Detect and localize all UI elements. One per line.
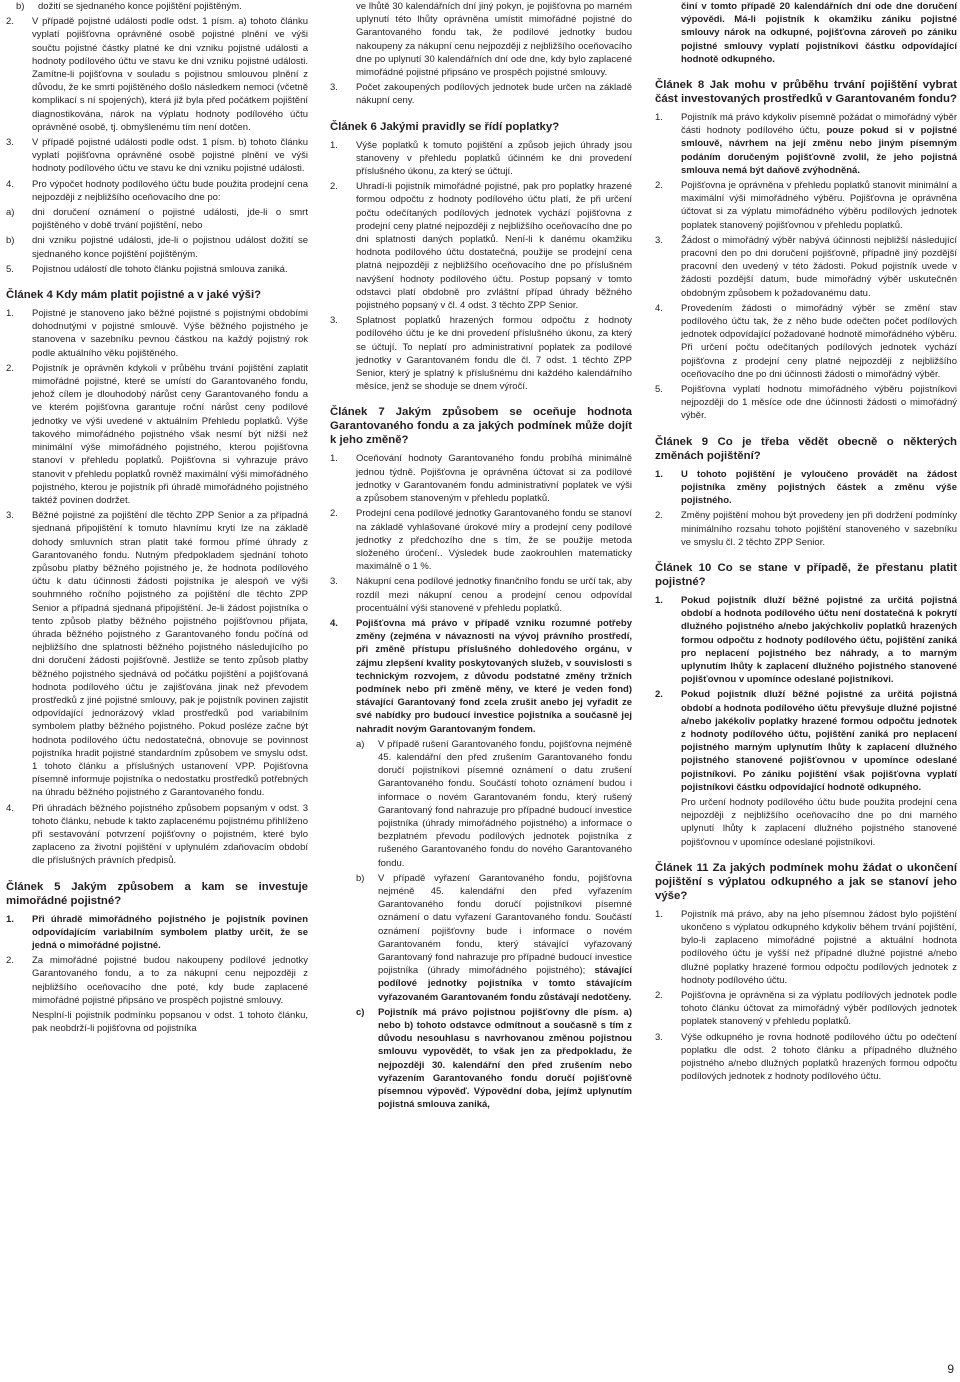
list-item xyxy=(6,15,308,134)
list-text: Pojišťovna je oprávněna v přehledu poplatků stanovit minimální a maximální výši mimořádného výběru. Pojišťovna je oprávněna účtovat si za výplatu mimořádného výběru podílových jednotek poplatek stanovený pojišťovnou v přehledu poplatků. xyxy=(681,180,957,231)
list-item xyxy=(6,509,308,799)
list-text: Žádost o mimořádný výběr nabývá účinnosti nejbližší následující pracovní den po dni doručení pojišťovně, případně jiný pozdější pracovní den uvedený v této žádosti. Pokud pojistník uvede v žádosti pozdější datum, bude mimořádný výběr uskutečněn obdobným způsobem k požadovanému datu. xyxy=(681,234,957,299)
list-item xyxy=(655,1031,957,1084)
list-text: Pojistnou událostí dle tohoto článku pojistná smlouva zaniká. xyxy=(32,263,288,275)
list-marker: 5. xyxy=(6,263,14,275)
list-item xyxy=(330,617,632,736)
list-text: Pokud pojistník dluží běžné pojistné za určitá pojistná období a hodnota podílového účtu převyšuje dlužné pojistné a/nebo jakékoliv poplatky hrazené formou odpočtu jednotek z hodnoty podílového účtu, pojištění zaniká pro neplacení pojistného marným uplynutím lhůty k zaplacení dlužného pojistného stanovené pojišťovnou v upomínce odeslané pojistníkovi. Po zániku pojištění však pojišťovna vyplatí pojistníkovi částku odpovídající hodnotě odkupného. xyxy=(681,689,957,793)
list-item xyxy=(6,362,308,507)
list-text: Pojistník má právo pojistnou pojišťovny dle písm. a) nebo b) tohoto odstavce odmítnout a současně s tím z důvodu nesouhlasu s navrhovanou změnou pojistnou smlouvu vypovědět, to však jen za předpokladu, že nejpozději 30. kalendářní den před zrušením nebo vyřazením Garantovaného fondu doručí pojišťovně písemnou výpověď. Výpovědní doba, jejímž uplynutím pojistná smlouva zaniká, xyxy=(378,1006,632,1111)
list-text-bold: stávající podílové jednotky pojistníka v tomto stávajícím vyřazovaném Garantovaném fondu zůstávají nedotčeny. xyxy=(378,965,633,1003)
list-marker: 2. xyxy=(330,508,338,520)
list-marker: b) xyxy=(356,872,365,884)
list-marker: 2. xyxy=(655,689,663,701)
article-8-heading: Článek 8 Jak mohu v průběhu trvání pojištění vybrat část investovaných prostředků v Garantovaném fondu? xyxy=(655,79,957,106)
list-text: Běžné pojistné za pojištění dle těchto ZPP Senior a za případná sjednaná připojištění k tomuto hlavnímu krytí lze na základě dohody smluvních stran platit také formou přímé úhrady z Garantovaného fondu. Nutným předpokladem sjednání tohoto způsobu platby běžného pojistného je, že hodnota podílového účtu k datu účinnosti žádosti pojistníka je alespoň ve výši souhrnného ročního pojistného za pojištění dle těchto ZPP Senior a případná sjednaná připojištění. Je-li žádost pojistníka o tento způsob platby běžného pojistného pojišťovnou přijata, úhrada běžného pojistného z Garantovaného fondu počíná od nejbližšího dne splatnosti běžného pojistného následujícího po dni doručení žádosti pojišťovně. Jestliže se tento způsob platby běžného pojistného sjednává od počátku pojištění a pojišťovaná hodnota podílového účtu je zajišťována jinak než převodem prostředků z jiné pojistné smlouvy, pak je pojistník povinen zajistit odpovídající jednorázový vklad prostředků pod variabilním symbolem platby běžného pojistného. Pokud posléze začne být hodnota podílového účtu nedostatečná, obnovuje se povinnost pojistníka hradit pojistné standardním způsobem ve smyslu odst. 1 tohoto článku a příslušných ustanovení VPP. Pojišťovna písemně informuje pojistníka o nedostatku prostředků potřebných na úhradu běžného pojistného z Garantovaného fondu. xyxy=(32,510,308,799)
list-text: Pojišťovna vyplatí hodnotu mimořádného výběru pojistníkovi nejpozději do 1 měsíce ode dne účinnosti žádosti o mimořádný výběr. xyxy=(681,384,957,422)
list-marker: 3. xyxy=(330,576,338,588)
list-marker: 3. xyxy=(330,315,338,327)
list-marker: a) xyxy=(6,207,15,219)
list-item xyxy=(655,989,957,1029)
article-4-heading: Článek 4 Kdy mám platit pojistné a v jaké výši? xyxy=(6,289,262,302)
list-item xyxy=(655,302,957,381)
list-text: Počet zakoupených podílových jednotek bude určen na základě nákupní ceny. xyxy=(356,82,632,107)
list-text: Pojistné je stanoveno jako běžné pojistné s pojistnými obdobími dohodnutými v pojistné smlouvě. Výše běžného pojistného je stanovena v sazebníku pevnou částkou na každý pojistný rok podle aktuálního věku pojištěného. xyxy=(32,308,308,359)
column-middle xyxy=(330,0,632,1113)
list-text: Za mimořádné pojistné budou nakoupeny podílové jednotky Garantovaného fondu, a to za nákupní cenu nejpozději z nejbližšího oceňovacího dne poté, kdy bude zaplacené mimořádné pojistné připsáno ve prospěch pojistné smlouvy. xyxy=(32,955,308,1006)
list-text: Prodejní cena podílové jednotky Garantovaného fondu se stanoví na základě vyhlašované úrokové míry a prodejní ceny podílové jednotky z předchozího dne s tím, že se použije metoda složeného úročení.. Výsledek bude zaokrouhlen matematicky maximálně o 1 %. xyxy=(356,508,632,573)
list-item xyxy=(6,913,308,953)
list-text: V případě rušení Garantovaného fondu, pojišťovna nejméně 45. kalendářní den před zrušením Garantovaného fondu doručí pojistníkovi písemné oznámení o datu zrušení Garantovaného fondu. Součástí tohoto oznámení budou i informace o novém Garantovaném fondu, který rušený Garantovaný fond nahrazuje pro případné budoucí investice pojistníka (úhrady mimořádného pojistného) a informace o bezplatném převodu podílových jednotek pojistníka z rušeného Garantovaného fondu do nového Garantovaného fondu. xyxy=(378,738,632,869)
list-marker: 3. xyxy=(655,234,663,246)
list-item xyxy=(655,111,957,177)
list-marker: b) xyxy=(6,235,15,247)
list-marker: a) xyxy=(356,738,365,750)
list-text: dožití se sjednaného konce pojištění pojištěným. xyxy=(38,1,242,12)
list-item xyxy=(356,1006,632,1112)
list-marker: 1. xyxy=(330,453,338,465)
list-marker: 4. xyxy=(655,302,663,314)
list-item xyxy=(655,688,957,794)
list-marker: 5. xyxy=(655,384,663,396)
list-marker: 1. xyxy=(655,908,663,920)
list-text: Při úhradě mimořádného pojistného je pojistník povinen odpovídajícím variabilním symbolem platby určit, že se jedná o mimořádné pojistné. xyxy=(32,913,308,951)
list-text: dni vzniku pojistné události, jde-li o pojistnou událost dožití se sjednaného konce pojištění pojištěným. xyxy=(32,235,308,260)
list-text: Splatnost poplatků hrazených formou odpočtu z hodnoty podílového účtu je ke dni provedení příslušného úkonu, za který se účtují. To neplatí pro administrativní poplatek za podílové jednotky v Garantovaném fondu dle čl. 7 odst. 1 těchto ZPP Senior, který je splatný k příslušnému dni každého kalendářního měsíce, jenž se shoduje se dnem výročí. xyxy=(356,315,632,393)
list-text: Uhradí-li pojistník mimořádné pojistné, pak pro poplatky hrazené formou odpočtu z hodnoty podílového účtu platí, že při určení počtu odečítaných podílových jednotek vychází pojišťovna z prodejní ceny platné nejpozději z nejbližšího oceňovacího dne po dni splatnosti daných poplatků. Není-li k danému okamžiku hodnota podílového účtu dostatečná, použije se prodejní cena platná nejpozději z nejbližšího oceňovacího dne po příslušném navýšení hodnoty podílového účtu. Postup popsaný v tomto odstavci platí obdobně pro zvláštní případ úhrady běžného pojistného popsaný v čl. 4 odst. 3 těchto ZPP Senior. xyxy=(356,181,632,312)
list-marker: 2. xyxy=(655,989,663,1001)
list-text-regular: Pojistník má právo kdykoliv písemně požádat o mimořádný výběr části hodnoty podílového účtu, xyxy=(681,112,957,137)
list-text: Nákupní cena podílové jednotky finančního fondu se určí tak, aby rozdíl mezi nákupní cenou a prodejní cenou odpovídal procentuální výši stanovené v přehledu poplatků. xyxy=(356,576,632,614)
article-5-heading: Článek 5 Jakým způsobem a kam se investuje mimořádné pojistné? xyxy=(6,880,308,907)
list-text: V případě pojistné události podle odst. 1 písm. b) tohoto článku vyplatí pojišťovna oprávněné osobě pojistné plnění ve výši hodnoty podílového účtu ve stavu ke dni vzniku pojistné události. xyxy=(32,137,308,175)
list-item xyxy=(330,314,632,393)
list-item xyxy=(6,802,308,868)
list-item xyxy=(6,178,308,204)
list-text: Pojišťovna má právo v případě vzniku rozumné potřeby změny (zejména v návaznosti na vývoj právního prostředí, při změně přístupu příslušného dohledového orgánu, v zájmu zlepšení kvality poskytovaných služeb, v souvislosti s technickým rozvojem, z důvodu podstatné změny tržních podmínek nebo při změně měny, ve které je veden fond) stávající Garantovaný fond zcela zrušit anebo jej vyřadit ze své nabídky pro budoucí investice pojistníka a současně jej nahradit novým Garantovaným fondem. xyxy=(356,617,632,735)
list-text: Oceňování hodnoty Garantovaného fondu probíhá minimálně jednou týdně. Pojišťovna je oprávněna účtovat si za podílové jednotky v Garantovaném fondu administrativní poplatek ve výši a způsobem stanoveným v přehledu poplatků. xyxy=(356,453,632,505)
list-marker: 1. xyxy=(655,594,663,606)
list-text: Provedením žádosti o mimořádný výběr se změní stav podílového účtu tak, že z něho bude odečten počet podílových jednotek odpovídající požadované hodnotě mimořádného výběru. Při určení počtu odečítaných podílových jednotek vychází pojišťovna z prodejní ceny platné nejpozději z nejbližšího oceňovacího dne po dni účinnosti žádosti o mimořádný výběr. xyxy=(681,302,957,380)
article-6-heading: Článek 6 Jakými pravidly se řídí poplatky? xyxy=(330,120,560,133)
list-marker: b) xyxy=(16,1,25,12)
list-item xyxy=(655,468,957,508)
article-9-heading: Článek 9 Co je třeba vědět obecně o některých změnách pojištění? xyxy=(655,435,957,462)
list-marker: 2. xyxy=(655,510,663,522)
list-item xyxy=(330,180,632,312)
list-item xyxy=(330,507,632,573)
list-marker: 1. xyxy=(6,913,14,925)
list-item xyxy=(655,594,957,686)
list-text xyxy=(378,872,632,1004)
list-item xyxy=(655,509,957,549)
list-item xyxy=(356,738,632,870)
list-marker: 2. xyxy=(6,16,14,28)
list-marker: 4. xyxy=(6,178,14,190)
list-item xyxy=(6,263,308,276)
article-10-heading: Článek 10 Co se stane v případě, že přestanu platit pojistné? xyxy=(655,561,957,588)
list-marker: 1. xyxy=(6,308,14,320)
list-item xyxy=(6,206,308,232)
list-text: Při úhradách běžného pojistného způsobem popsaným v odst. 3 tohoto článku, nebude k takto zaplacenému pojistnému přihlíženo při sestavování potvrzení pojišťovny o pojistném, které bylo zaplaceno za životní pojištění v uplynulém zdaňovacím období dle příslušných právních předpisů. xyxy=(32,802,308,867)
list-marker: 4. xyxy=(6,802,14,814)
list-item xyxy=(330,139,632,179)
list-text: Pokud pojistník dluží běžné pojistné za určitá pojistná období a hodnota podílového účtu není dostatečná k pokrytí dlužného pojistného a/nebo jakýchkoliv poplatků hrazených formou odpočtu z hodnoty podílového účtu, pojištění zaniká pro neplacení pojistného bez náhrady, a to marným uplynutím lhůty k zaplacení dlužného pojistného stanovené pojišťovnou v upomínce odeslané pojistníkovi. xyxy=(681,594,957,686)
paragraph: činí v tomto případě 20 kalendářních dní ode dne doručení výpovědi. Má-li pojistník k okamžiku zániku pojistné smlouvy nárok na odkupné, pojišťovna zároveň po zániku pojistné smlouvy vyplatí pojistníkovi částku odpovídající hodnotě odkupného. xyxy=(681,1,957,65)
list-marker: 2. xyxy=(330,181,338,193)
paragraph: Nesplní-li pojistník podmínku popsanou v odst. 1 tohoto článku, pak neobdrží-li pojišťovna od pojistníka xyxy=(32,1010,308,1035)
list-item xyxy=(655,383,957,423)
list-text: Výše odkupného je rovna hodnotě podílového účtu po odečtení poplatku dle odst. 2 tohoto článku a případného dlužného pojistného a/nebo dlužných poplatků hrazených formou odpočtu podílových jednotek z hodnoty podílového účtu. xyxy=(681,1031,957,1083)
list-item xyxy=(6,234,308,260)
list-text: Pojišťovna je oprávněna si za výplatu podílových jednotek podle tohoto článku účtovat za mimořádný výběr podílových jednotek poplatek stanovený v přehledu poplatků. xyxy=(681,989,957,1028)
list-text: V případě pojistné události podle odst. 1 písm. a) tohoto článku vyplatí pojišťovna oprávněné osobě pojistné plnění ve výši součtu pojistné částky platné ke dni vzniku pojistné události a hodnoty podílového účtu ve stavu ke dni vzniku pojistné události. Zamítne-li pojišťovna v souladu s pojistnou smlouvou plnění z důvodu, že ke smrti pojištěného došlo následkem nemoci (včetně komplikací s ní spojených), která již byla před počátkem pojištění diagnostikována, nárok na výplatu hodnoty podílového účtu oprávněné osobě, tj. obmyšlenému tím není dotčen. xyxy=(32,16,308,133)
list-item xyxy=(655,179,957,232)
list-marker: 3. xyxy=(6,510,14,522)
list-text: Pro výpočet hodnoty podílového účtu bude použita prodejní cena nejpozději z nejbližšího oceňovacího dne po: xyxy=(32,178,308,203)
list-marker: 1. xyxy=(655,468,663,480)
list-item xyxy=(655,234,957,300)
list-text xyxy=(681,111,957,177)
list-text: Pojistník má právo, aby na jeho písemnou žádost bylo pojištění ukončeno s výplatou odkupného kdykoliv během trvání pojištění, bylo-li zaplaceno mimořádné pojistné a aktuální hodnota podílového účtu je vyšší než případné dlužné pojistné a/nebo dlužné poplatky hrazené formou odpočtu podílových jednotek z hodnoty podílového účtu. xyxy=(681,908,957,986)
list-marker: 1. xyxy=(655,112,663,124)
article-7-heading: Článek 7 Jakým způsobem se oceňuje hodnota Garantovaného fondu a za jakých podmínek může dojít k jeho změně? xyxy=(330,406,632,447)
list-marker: 2. xyxy=(6,362,14,374)
paragraph: ve lhůtě 30 kalendářních dní jiný pokyn, je pojišťovna po marném uplynutí této lhůty oprávněna umístit mimořádné pojistné do Garantovaného fondu tak, že podílové jednotky budou nakoupeny za nákupní cenu nejpozději z nejbližšího oceňovacího dne po uplynutí 30 kalendářních dní ode dne, kdy bylo zaplacené mimořádné pojistné připsáno ve prospěch pojistné smlouvy. xyxy=(356,1,632,79)
list-text: U tohoto pojištění je vyloučeno provádět na žádost pojistníka změny pojistných částek a změnu výše pojistného. xyxy=(681,468,957,507)
list-text: Výše poplatků k tomuto pojištění a způsob jejich úhrady jsou stanoveny v přehledu poplatků účinném ke dni provedení příslušného úkonu, za který se účtují. xyxy=(356,139,632,178)
page-number: 9 xyxy=(947,1362,954,1376)
list-marker: 3. xyxy=(330,82,338,94)
list-text-bold: pouze pokud si v pojistné smlouvě, návrhem na její změnu nebo jiným písemným podáním doručeným pojišťovně zvolil, že jeho pojistná smlouva nemá být daňově zvýhodněná. xyxy=(681,125,958,176)
list-item xyxy=(330,81,632,107)
article-11-heading: Článek 11 Za jakých podmínek mohu žádat o ukončení pojištění s výplatou odkupného a jak se stanoví jeho výše? xyxy=(655,861,957,902)
list-marker: 3. xyxy=(655,1031,663,1043)
list-item xyxy=(356,872,632,1004)
list-marker: 2. xyxy=(6,955,14,967)
list-marker: 1. xyxy=(330,139,338,151)
list-item xyxy=(330,452,632,505)
list-item xyxy=(16,0,308,13)
list-item xyxy=(6,954,308,1007)
list-marker: 2. xyxy=(655,180,663,192)
list-text-regular: V případě vyřazení Garantovaného fondu, pojišťovna nejméně 45. kalendářní den před vyřazením Garantovaného fondu doručí pojistníkovi písemné oznámení o datu vyřazení Garantovaného fondu. Součástí oznámení pojišťovny bude i informace o novém Garantovaném fondu, který stávající vyřazovaný Garantovaný fond nahrazuje pro případné budoucí investice pojistníka (úhrady mimořádného pojistného); xyxy=(378,872,632,977)
list-item xyxy=(330,575,632,615)
list-item xyxy=(655,908,957,987)
paragraph: Pro určení hodnoty podílového účtu bude použita prodejní cena nejpozději z nejbližšího oceňovacího dne po dni marného uplynutí lhůty k zaplacení dlužného pojistného stanovené pojišťovnou v upomínce odeslané pojistníkovi. xyxy=(681,796,957,848)
list-text: dni doručení oznámení o pojistné události, jde-li o smrt pojištěného v době trvání pojištění, nebo xyxy=(32,207,308,232)
list-marker: 3. xyxy=(6,137,14,149)
list-marker: 4. xyxy=(330,617,338,629)
list-marker: c) xyxy=(356,1006,365,1018)
column-left xyxy=(6,0,308,1037)
list-text: Změny pojištění mohou být provedeny jen při dodržení podmínky minimálního rozsahu tohoto pojištění stanoveného v sazebníku ve smyslu čl. 2 těchto ZPP Senior. xyxy=(681,510,957,548)
list-text: Pojistník je oprávněn kdykoli v průběhu trvání pojištění zaplatit mimořádné pojistné, které se umístí do Garantovaného fondu, jehož cílem je dlouhodobý nárůst ceny Garantovaného fondu a ve kterém pojišťovna garantuje roční nárůst ceny podílové jednotky ve výši uvedené v aktuálním Přehledu poplatků. Výše takového mimořádného pojistného však nesmí být nižší než minimální výše mimořádného pojistného, kterou pojišťovna stanoví v přehledu poplatků. Pojišťovna si vyhrazuje právo stanovit v přehledu poplatků rovněž maximální výši mimořádného pojistného, kterou je pojistník při úhradě mimořádného pojistného taktéž povinen dodržet. xyxy=(32,362,308,506)
list-item xyxy=(6,307,308,360)
column-right xyxy=(655,0,957,1085)
list-item xyxy=(6,136,308,176)
